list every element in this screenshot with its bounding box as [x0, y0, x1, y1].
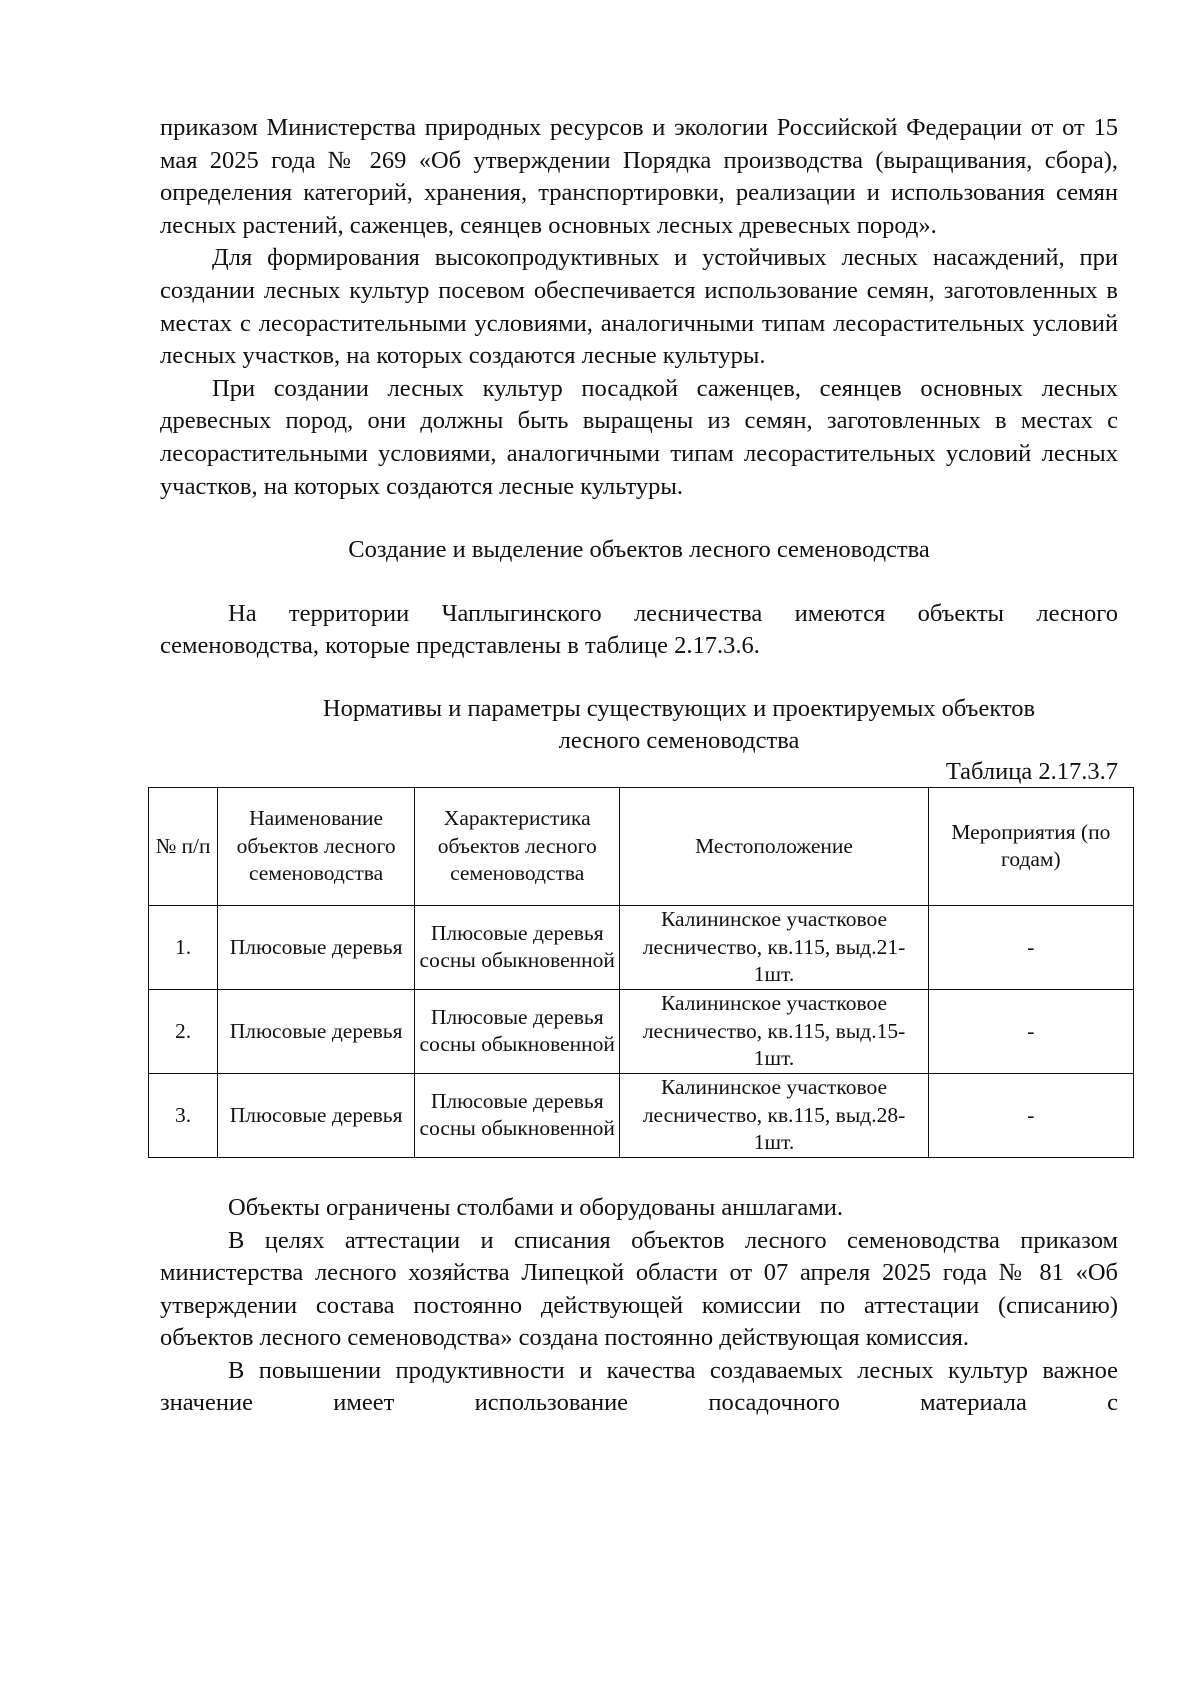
cell-object-name: Плюсовые деревья — [218, 1073, 415, 1157]
spacer — [160, 663, 1118, 693]
cell-location: Калининское участковое лесничество, кв.115, выд.21-1шт. — [620, 905, 928, 989]
table-row — [149, 905, 1134, 989]
cell-characteristics: Плюсовые деревья сосны обыкновенной — [415, 1073, 620, 1157]
cell-characteristics: Плюсовые деревья сосны обыкновенной — [415, 905, 620, 989]
cell-location: Калининское участковое лесничество, кв.115, выд.28-1шт. — [620, 1073, 928, 1157]
paragraph-seedling-planting: При создании лесных культур посадкой саженцев, сеянцев основных лесных древесных пород, они должны быть выращены из семян, заготовленных в местах с лесорастительными условиями, аналогичными типам лесорастительных условий лесных участков, на которых создаются лесные культуры. — [160, 374, 1118, 500]
cell-activities: - — [928, 905, 1133, 989]
section-heading: Создание и выделение объектов лесного семеноводства — [348, 536, 930, 564]
header-number: № п/п — [149, 787, 218, 905]
header-activities: Мероприятия (по годам) — [928, 787, 1133, 905]
paragraph-boundary-markers: Объекты ограничены столбами и оборудованы аншлагами. — [228, 1193, 843, 1221]
paragraph-order-reference: приказом Министерства природных ресурсов и экологии Российской Федерации от от 15 мая 2025 года № 269 «Об утверждении Порядка производства (выращивания, сбора), определения категорий, хранения, транспортировки, реализации и использования семян лесных растений, саженцев, сеянцев основных лесных древесных пород». — [160, 114, 1118, 239]
seed-objects-table — [148, 787, 1134, 1158]
cell-number: 1. — [149, 905, 218, 989]
table-row — [149, 989, 1134, 1073]
paragraph-commission: В целях аттестации и списания объектов лесного семеноводства приказом министерства лесного хозяйства Липецкой области от 07 апреля 2025 года № 81 «Об утверждении состава постоянно действующей комиссии по аттестации (списанию) объектов лесного семеноводства» создана постоянно действующая комиссия. — [160, 1226, 1118, 1352]
spacer — [160, 1158, 1118, 1192]
table-title-line-2: лесного семеноводства — [558, 726, 800, 754]
paragraph-intro: На территории Чаплыгинского лесничества имеются объекты лесного семеноводства, которые представлены в таблице 2.17.3.6. — [160, 599, 1118, 660]
paragraph-seed-sowing: Для формирования высокопродуктивных и устойчивых лесных насаждений, при создании лесных культур посевом обеспечивается использование семян, заготовленных в местах с лесорастительными условиями, аналогичными типам лесорастительных условий лесных участков, на которых создаются лесные культуры. — [160, 244, 1118, 370]
spacer — [160, 567, 1118, 598]
table-number-label: Таблица 2.17.3.7 — [945, 757, 1118, 785]
cell-activities: - — [928, 1073, 1133, 1157]
cell-number: 3. — [149, 1073, 218, 1157]
table-title-line-1: Нормативы и параметры существующих и проектируемых объектов — [322, 694, 1036, 722]
cell-object-name: Плюсовые деревья — [218, 905, 415, 989]
header-characteristics: Характеристика объектов лесного семеноводства — [415, 787, 620, 905]
paragraph-planting-material: В повышении продуктивности и качества создаваемых лесных культур важное значение имеет использование посадочного материала с — [160, 1356, 1118, 1417]
document-page — [155, 112, 1118, 1420]
table-header-row — [149, 787, 1134, 905]
header-object-name: Наименование объектов лесного семеноводства — [218, 787, 415, 905]
cell-characteristics: Плюсовые деревья сосны обыкновенной — [415, 989, 620, 1073]
cell-object-name: Плюсовые деревья — [218, 989, 415, 1073]
cell-number: 2. — [149, 989, 218, 1073]
cell-activities: - — [928, 989, 1133, 1073]
spacer — [160, 503, 1118, 534]
cell-location: Калининское участковое лесничество, кв.115, выд.15-1шт. — [620, 989, 928, 1073]
header-location: Местоположение — [620, 787, 928, 905]
table-row — [149, 1073, 1134, 1157]
